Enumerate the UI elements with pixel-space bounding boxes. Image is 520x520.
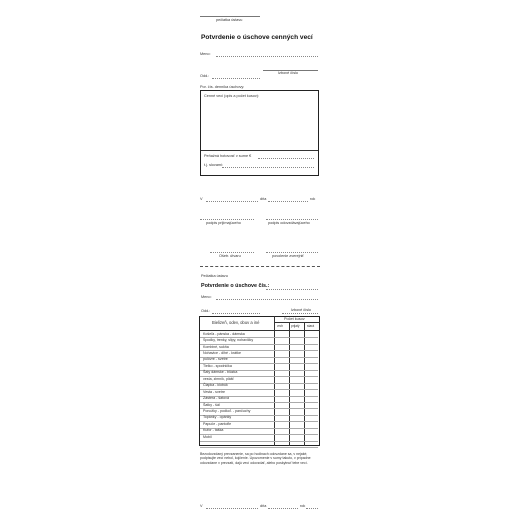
odd-field-bottom[interactable] [212, 313, 260, 314]
page-title: Potvrdenie o úschove cenných vecí [201, 34, 313, 41]
valuables-label: Cenné veci (opis a počet kusov): [204, 94, 260, 98]
col-group-header: Počet kusov [284, 317, 305, 321]
name-field[interactable] [216, 56, 318, 57]
table-row-label: Šaty dámske - blúzka [203, 370, 238, 375]
table-row-label: Šatky - šál [203, 402, 220, 407]
cash-field[interactable] [258, 158, 314, 159]
year-field-bottom[interactable] [306, 508, 318, 509]
cut-line [200, 266, 320, 267]
table-row [200, 441, 318, 442]
journal-label: Por. čís. denníka úschovy: [200, 85, 245, 89]
table-row-label: pulóvre - svetre [203, 357, 228, 362]
sig3-label: Ošetr. útvaru [219, 254, 241, 258]
table-col-divider-1 [274, 316, 275, 446]
table-row-label: Topánky - opánky [203, 415, 232, 420]
col-sub-2: prijatý [291, 324, 300, 328]
table-row-label: Ponožky - podkoľ. - pančuchy [203, 409, 251, 413]
table-row-label: Papuče - pantofle [203, 421, 232, 426]
date-field-bottom[interactable] [268, 508, 298, 509]
sig2-label: podpis odovzdávajúceho [268, 221, 310, 225]
name-field-bottom[interactable] [216, 299, 318, 300]
table-row-label: Vesta - svetre [203, 389, 225, 394]
table-row-label: Tielko - spodnička [203, 363, 232, 368]
date-suffix-bottom: rok [300, 504, 306, 508]
date-field[interactable] [268, 201, 308, 202]
table-row-label: Kufor - taška [203, 428, 224, 433]
cislo-label: Izbové číslo [278, 71, 299, 75]
sig2-line[interactable] [266, 219, 318, 220]
sig1-line[interactable] [200, 219, 254, 220]
col-sub-3: stará [307, 324, 315, 328]
table-row-label: Košeľa - pánska - dámska [203, 331, 245, 336]
bottom-note: Bezodovzdaný prevzanenie, sa po hodinach odovzdane sa, v nejaké, podpisujte vecí nebol, kojčenie. Upozornenie v sumy takuto, v prípadne odovzdane v prevzatí, dajú vecí odovzdať, alebo poskytnuť tebe vecí. [200, 452, 311, 465]
odd-label: Odd.: [200, 74, 210, 78]
place-prefix: V [200, 197, 203, 201]
name-label-bottom: Meno: [201, 295, 212, 299]
sig3-line[interactable] [210, 252, 254, 253]
stamp-label: pečiatka ústavu [216, 18, 243, 22]
sig1-label: podpis prijímajúceho [206, 221, 241, 225]
words-label: t.j. slovami: [204, 163, 223, 167]
table-row [200, 447, 318, 448]
sig4-line[interactable] [266, 252, 318, 253]
sig4-label: povolenie zverejniť [272, 254, 304, 258]
table-row-label: Spodky, trenky, slipy, nohavičky [203, 338, 254, 343]
table-row [200, 434, 318, 435]
odd-label-bottom: Odd.: [201, 309, 211, 313]
odd-field[interactable] [212, 78, 260, 79]
receipt-title: Potvrdenie o úschove čís.: [201, 283, 270, 289]
table-row-label: Nohavice - dlhé - krátke [203, 350, 241, 355]
cislo-label-bottom: Izbové číslo [291, 308, 312, 312]
col-main-header: Bielizeň, odev, obuv a iné [212, 320, 260, 325]
stamp-label-bottom: Pečiatka ústavu [201, 274, 228, 278]
name-label: Meno: [200, 52, 211, 56]
cash-label: Peňažná hotovosť v sume € [204, 154, 252, 158]
table-group-divider [275, 322, 320, 323]
place-field[interactable] [206, 201, 258, 202]
stamp-line [200, 16, 260, 17]
place-field-bottom[interactable] [206, 508, 258, 509]
col-sub-1: vrch [277, 324, 284, 328]
table-row-label: Mobil [203, 434, 212, 439]
date-mid: dňa [260, 197, 267, 201]
cislo-field-bottom[interactable] [282, 313, 318, 314]
table-row-label: Kombiné, sukňa [203, 344, 229, 349]
table-row-label: Čiapka - klobúk [203, 383, 228, 388]
box-divider [201, 150, 318, 151]
table-row-label: vesta, zimník, plášť [203, 376, 234, 381]
words-field[interactable] [222, 167, 314, 168]
place-prefix-bottom: V [200, 504, 203, 508]
date-suffix: rok [310, 197, 316, 201]
table-row-label: Zástera - šatová [203, 396, 229, 401]
receipt-number-field[interactable] [266, 289, 318, 290]
date-mid-bottom: dňa [260, 504, 267, 508]
